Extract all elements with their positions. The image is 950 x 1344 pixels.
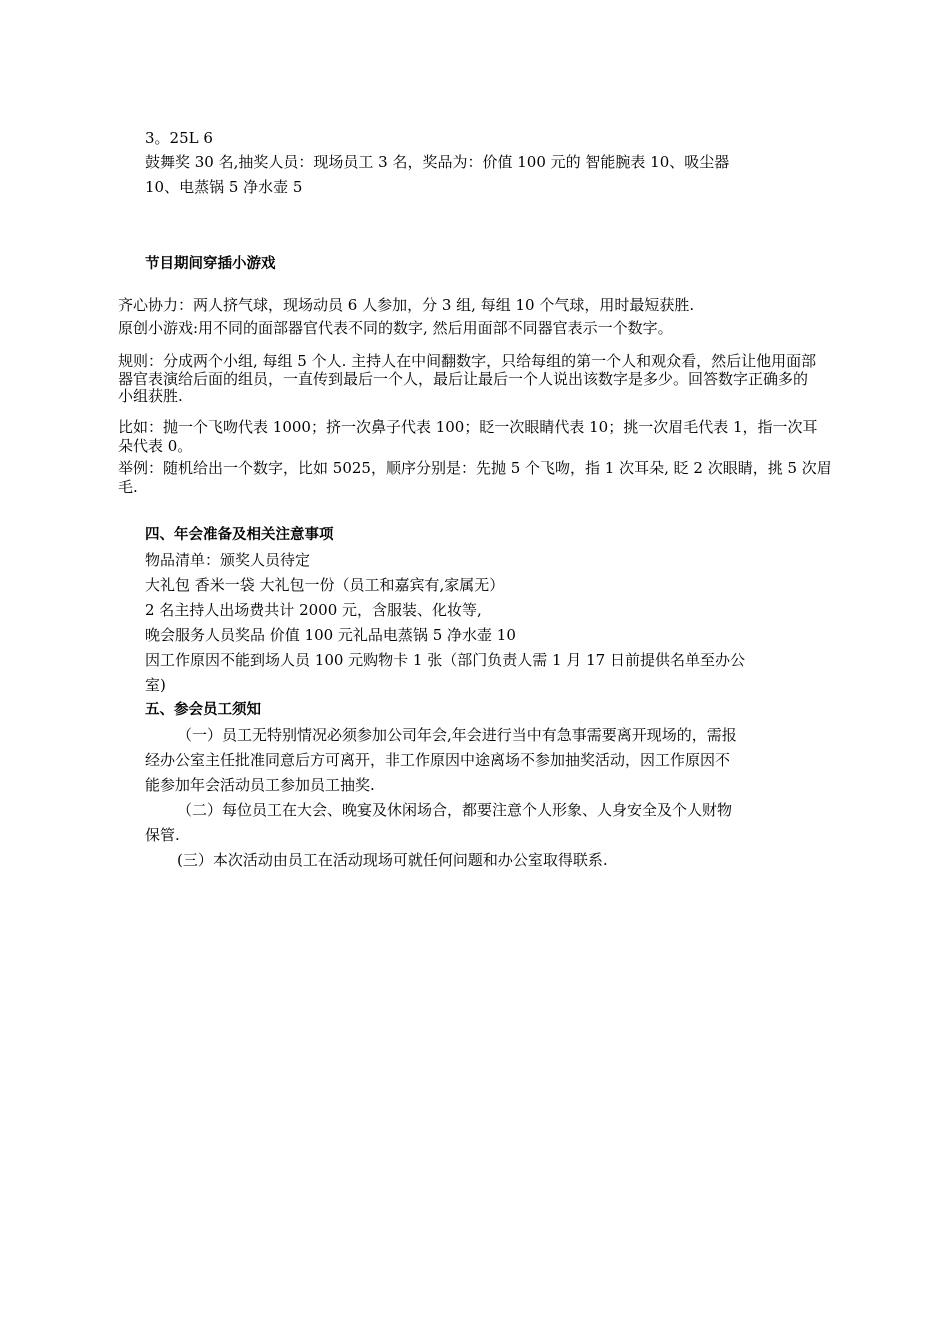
prize-line-2: 鼓舞奖 30 名,抽奖人员：现场员工 3 名，奖品为：价值 100 元的 智能腕表 10、吸尘器 xyxy=(145,153,730,171)
notice-1-line-3: 能参加年会活动员工参加员工抽奖. xyxy=(145,776,375,794)
section4-line-5: 因工作原因不能到场人员 100 元购物卡 1 张（部门负责人需 1 月 17 日前提供名单至办公 xyxy=(145,651,745,669)
games-heading: 节目期间穿插小游戏 xyxy=(145,256,276,272)
example-line-2: 朵代表 0。 xyxy=(118,437,193,455)
notice-1-line-2: 经办公室主任批准同意后方可离开，非工作原因中途离场不参加抽奖活动，因工作原因不 xyxy=(145,751,731,769)
prize-line-3: 10、电蒸锅 5 净水壶 5 xyxy=(145,178,303,196)
notice-2-line-1: （二）每位员工在大会、晚宴及休闲场合，都要注意个人形象、人身安全及个人财物 xyxy=(177,801,733,819)
notice-1-line-1: （一）员工无特别情况必须参加公司年会,年会进行当中有急事需要离开现场的，需报 xyxy=(177,726,737,744)
notice-3-line-1: (三）本次活动由员工在活动现场可就任何问题和办公室取得联系. xyxy=(177,851,608,869)
games-line-2: 原创小游戏:用不同的面部器官代表不同的数字, 然后用面部不同器官表示一个数字。 xyxy=(118,319,673,337)
rules-line-1: 规则：分成两个小组, 每组 5 个人. 主持人在中间翻数字，只给每组的第一个人和观众看，然后让他用面部 xyxy=(118,352,817,370)
rules-line-2: 器官表演给后面的组员，一直传到最后一个人，最后让最后一个人说出该数字是多少。回答数字正确多的 xyxy=(118,370,809,388)
example-line-4: 毛. xyxy=(118,478,138,496)
section4-line-2: 大礼包 香米一袋 大礼包一份（员工和嘉宾有,家属无） xyxy=(145,576,505,594)
prize-line-1: 3。25L 6 xyxy=(145,129,213,147)
section5-heading: 五、参会员工须知 xyxy=(145,702,261,718)
section4-line-1: 物品清单：颁奖人员待定 xyxy=(145,551,311,569)
example-line-3: 举例：随机给出一个数字，比如 5025，顺序分别是：先抛 5 个飞吻，指 1 次耳朵, 眨 2 次眼睛，挑 5 次眉 xyxy=(118,459,832,477)
section4-line-6: 室) xyxy=(145,676,166,694)
rules-line-3: 小组获胜. xyxy=(118,387,183,405)
section4-line-3: 2 名主持人出场费共计 2000 元，含服装、化妆等, xyxy=(145,601,482,619)
section4-line-4: 晚会服务人员奖品 价值 100 元礼品电蒸锅 5 净水壶 10 xyxy=(145,626,516,644)
section4-heading: 四、年会准备及相关注意事项 xyxy=(145,527,334,543)
notice-2-line-2: 保管. xyxy=(145,826,180,844)
example-line-1: 比如：抛一个飞吻代表 1000；挤一次鼻子代表 100；眨一次眼睛代表 10；挑一次眉毛代表 1，指一次耳 xyxy=(118,418,818,436)
games-line-1: 齐心协力：两人挤气球，现场动员 6 人参加，分 3 组, 每组 10 个气球，用时最短获胜. xyxy=(118,296,695,314)
